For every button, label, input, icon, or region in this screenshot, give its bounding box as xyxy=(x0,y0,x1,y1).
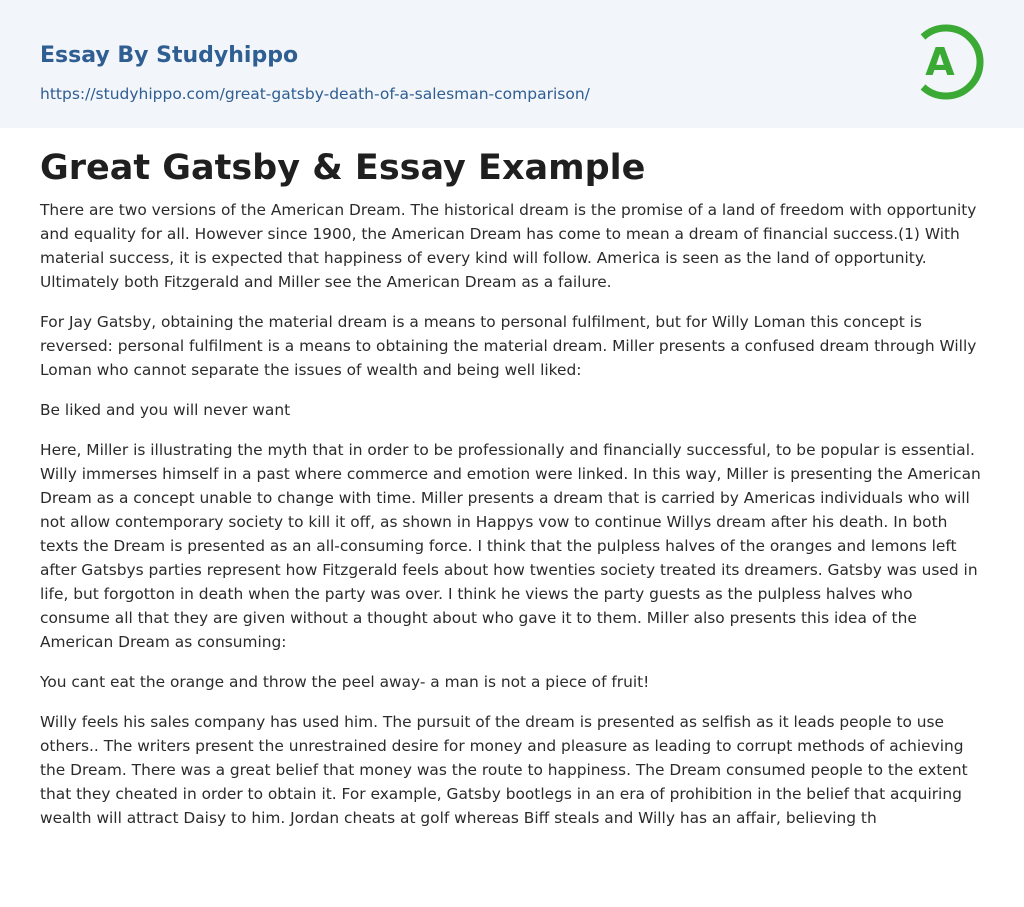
site-header xyxy=(0,0,1024,128)
quote-paragraph: Be liked and you will never want xyxy=(40,401,291,419)
paragraph: There are two versions of the American Dream. The historical dream is the promise of a land of freedom with opportunity and equality for all. However since 1900, the American Dream has come to mean a dream of financial success.(1) With material success, it is expected that happiness of every kind will follow. America is seen as the land of opportunity. Ultimately both Fitzgerald and Miller see the American Dream as a failure. xyxy=(40,201,977,291)
logo-letter: A xyxy=(925,40,955,84)
studyhippo-logo-icon[interactable] xyxy=(912,20,986,104)
paragraph: Here, Miller is illustrating the myth that in order to be professionally and financially successful, to be popular is essential. Willy immerses himself in a past where commerce and emotion were linked. In this way, Miller is presenting the American Dream as a concept unable to change with time. Miller presents a dream that is carried by Americas individuals who will not allow contemporary society to kill it off, as shown in Happys vow to continue Willys dream after his death. In both texts the Dream is presented as an all-consuming force. I think that the pulpless halves of the oranges and lemons left after Gatsbys parties represent how Fitzgerald feels about how twenties society treated its dreamers. Gatsby was used in life, but forgotton in death when the party was over. I think he views the party guests as the pulpless halves who consume all that they are given without a thought about who gave it to them. Miller also presents this idea of the American Dream as consuming: xyxy=(40,441,981,651)
brand-title[interactable]: Essay By Studyhippo xyxy=(40,43,299,68)
quote-paragraph: You cant eat the orange and throw the peel away- a man is not a piece of fruit! xyxy=(40,673,650,691)
paragraph: For Jay Gatsby, obtaining the material dream is a means to personal fulfilment, but for Willy Loman this concept is reversed: personal fulfilment is a means to obtaining the material dream. Miller presents a confused dream through Willy Loman who cannot separate the issues of wealth and being well liked: xyxy=(40,313,977,379)
paragraph: Willy feels his sales company has used him. The pursuit of the dream is presented as selfish as it leads people to use others.. The writers present the unrestrained desire for money and pleasure as leading to corrupt methods of achieving the Dream. There was a great belief that money was the route to happiness. The Dream consumed people to the extent that they cheated in order to obtain it. For example, Gatsby bootlegs in an era of prohibition in the belief that acquiring wealth will attract Daisy to him. Jordan cheats at golf whereas Biff steals and Willy has an affair, believing th xyxy=(40,713,968,827)
source-url-link[interactable]: https://studyhippo.com/great-gatsby-death-of-a-salesman-comparison/ xyxy=(40,85,590,103)
page-title: Great Gatsby & Essay Example xyxy=(40,148,646,188)
article xyxy=(40,144,984,846)
